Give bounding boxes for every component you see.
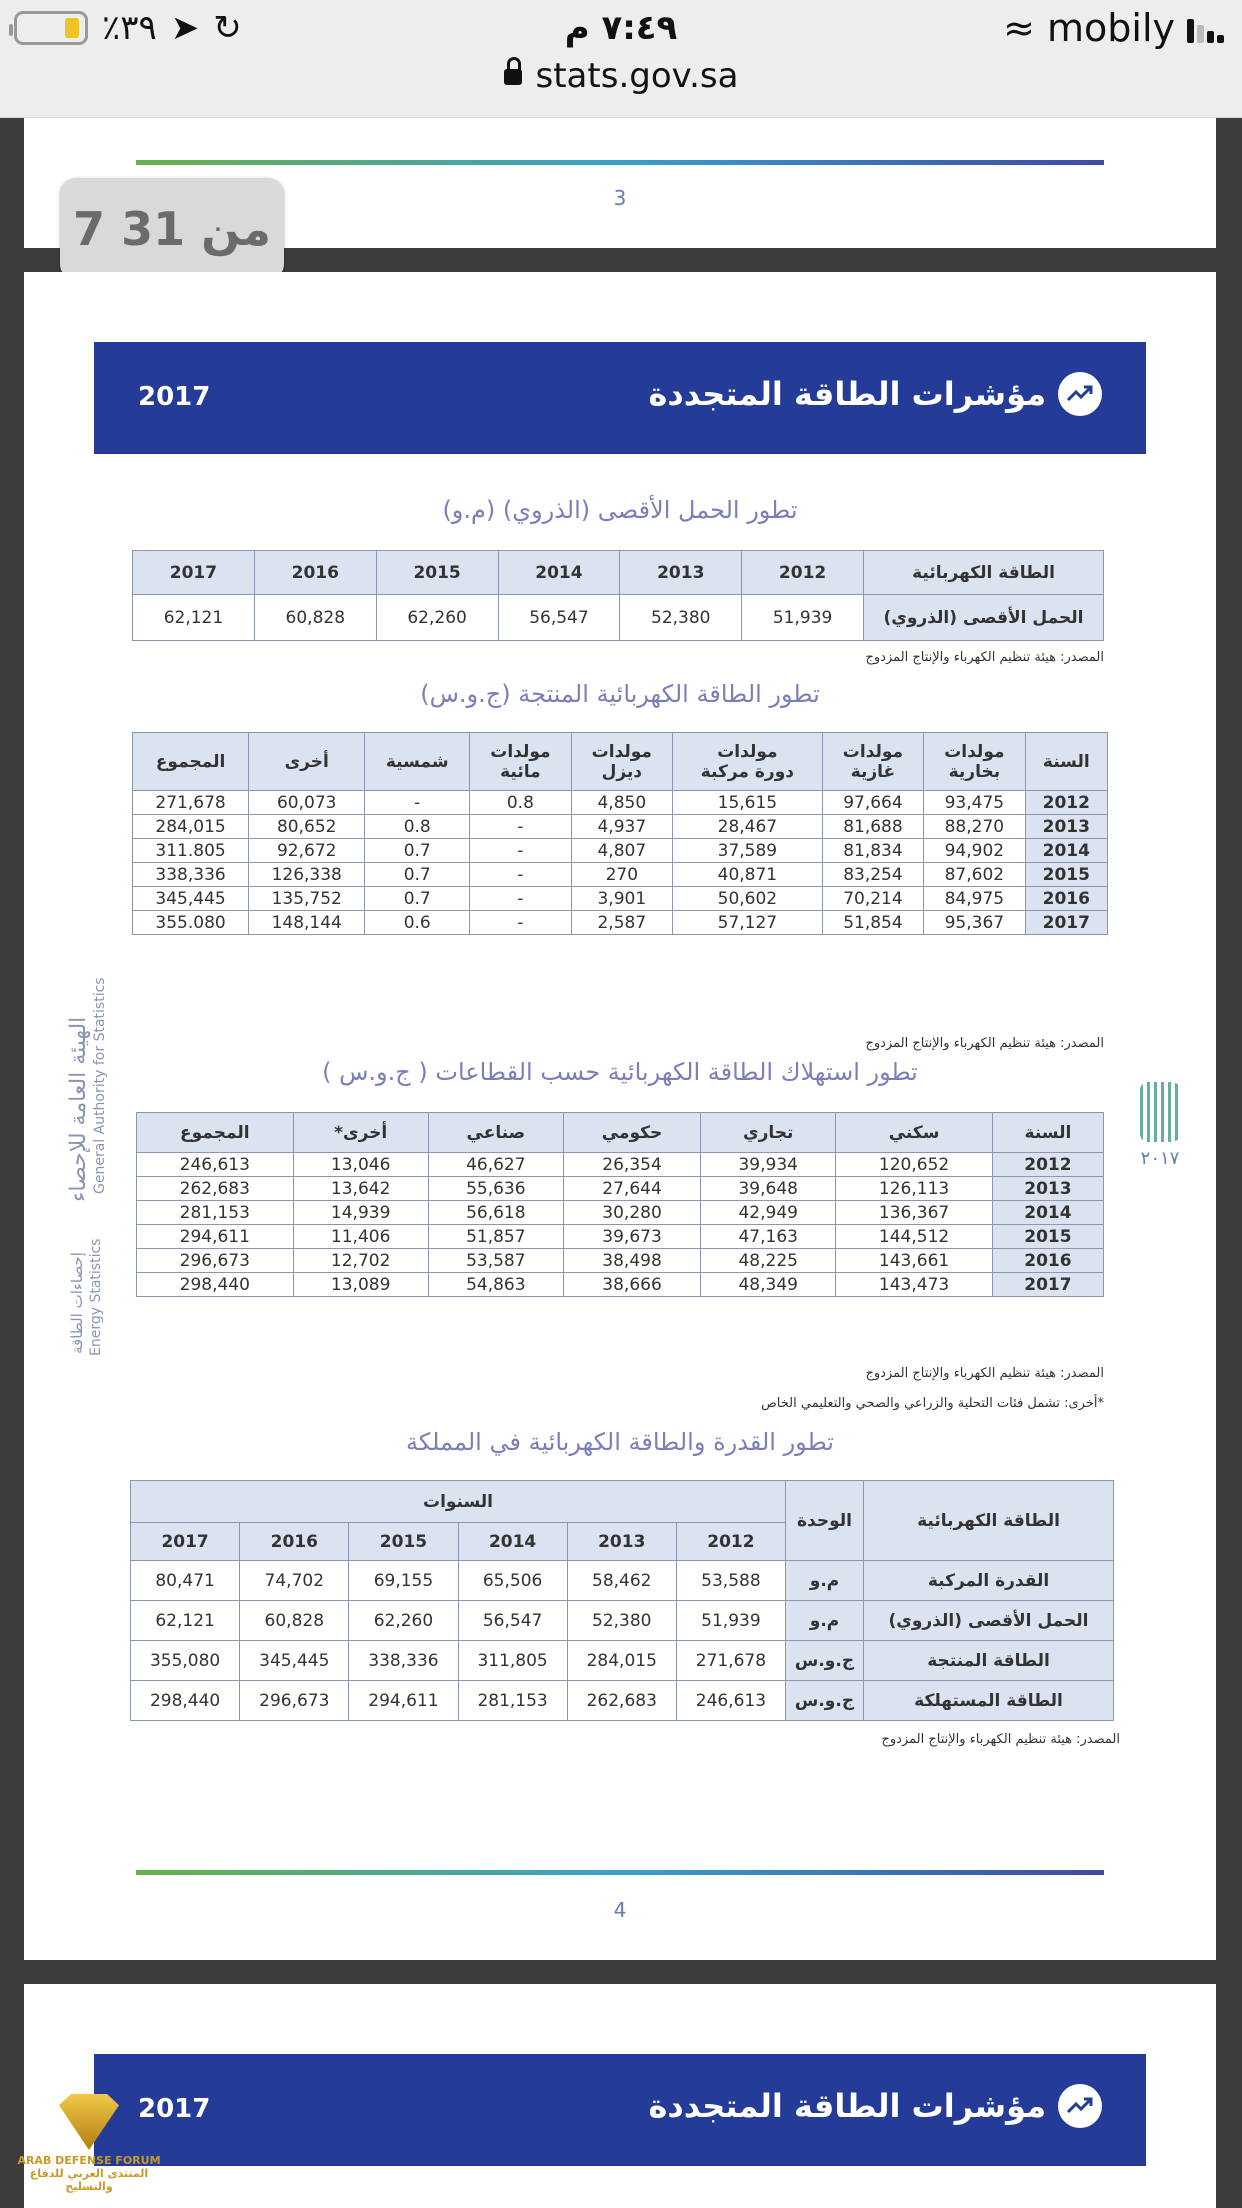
table-cell: 62,260 [376,595,498,641]
unit-cell: ج.و.س [786,1681,864,1721]
table-cell: 56,547 [498,595,620,641]
table-header: 2017 [131,1523,240,1561]
year-cell: 2015 [992,1225,1103,1249]
pdf-page-current [24,272,1216,1960]
table-cell: 62,121 [133,595,255,641]
table-header: 2012 [742,551,864,595]
table-header: 2016 [240,1523,349,1561]
table-cell: 55,636 [428,1177,563,1201]
unit-cell: ج.و.س [786,1641,864,1681]
table4-source: المصدر: هيئة تنظيم الكهرباء والإنتاج المزدوج [881,1732,1120,1747]
table-cell: 281,153 [137,1201,294,1225]
table2-title: تطور الطاقة الكهربائية المنتجة (ج.و.س) [420,680,820,708]
year-cell: 2013 [992,1177,1103,1201]
table-cell: 14,939 [293,1201,428,1225]
table-cell: 65,506 [458,1561,567,1601]
signal-icon [1187,13,1224,43]
table-cell: 144,512 [836,1225,993,1249]
forum-shield-icon [59,2094,119,2150]
year-cell: 2017 [992,1273,1103,1297]
table-cell: 0.7 [365,863,470,887]
table-cell: 148,144 [249,911,365,935]
table-row [137,1273,1104,1297]
table-cell: 296,673 [137,1249,294,1273]
table-row [133,815,1108,839]
table-cell: 74,702 [240,1561,349,1601]
table-cell: 246,613 [137,1153,294,1177]
table-cell: - [365,791,470,815]
table-cell: 311,805 [458,1641,567,1681]
table-cell: 83,254 [822,863,923,887]
year-cell: 2014 [992,1201,1103,1225]
table-cell: - [470,863,571,887]
header-line: شمسية [385,751,449,772]
table-cell: 87,602 [924,863,1025,887]
table-header: 2016 [254,551,376,595]
table3-title: تطور استهلاك الطاقة الكهربائية حسب القطاعات ( ج.و.س ) [322,1058,918,1086]
location-icon: ➤ [170,8,200,48]
table-row [133,911,1108,935]
table-cell: 13,046 [293,1153,428,1177]
table-cell: 338,336 [349,1641,458,1681]
table3-note: *أخرى: تشمل فئات التحلية والزراعي والصحي والتعليمي الخاص [761,1396,1104,1411]
table-cell: 38,666 [563,1273,700,1297]
table-cell: 46,627 [428,1153,563,1177]
table-cell: 120,652 [836,1153,993,1177]
table-header [470,733,571,791]
status-bar [0,0,1242,118]
table-cell: 56,618 [428,1201,563,1225]
table-header: المجموع [137,1113,294,1153]
row-label: الطاقة المستهلكة [864,1681,1114,1721]
table-cell: 4,937 [571,815,672,839]
table-cell: 60,073 [249,791,365,815]
table-cell: 126,113 [836,1177,993,1201]
table-cell: 298,440 [137,1273,294,1297]
table-cell: 296,673 [240,1681,349,1721]
production-table [132,732,1108,935]
side-stats-en: Energy Statistics [88,1238,104,1356]
year-cell: 2013 [1025,815,1107,839]
header-line: مائية [500,761,541,782]
table-header [365,733,470,791]
header-line: المجموع [155,751,226,772]
table-row [133,839,1108,863]
header-line: مولدات [591,741,652,762]
url-text: stats.gov.sa [535,56,739,96]
table-cell: 262,683 [137,1177,294,1201]
header-line: أخرى [284,751,329,772]
table-row [131,1561,1114,1601]
table-cell: 40,871 [673,863,823,887]
footer-gradient-line [136,1870,1104,1875]
table-header [1025,733,1107,791]
table-header: 2013 [567,1523,676,1561]
table-row [137,1225,1104,1249]
table-cell: 48,349 [701,1273,836,1297]
year-cell: 2016 [1025,887,1107,911]
table-cell: 0.7 [365,839,470,863]
peak-load-table [132,550,1104,641]
table3-source: المصدر: هيئة تنظيم الكهرباء والإنتاج المزدوج [865,1366,1104,1381]
table-cell: 60,828 [240,1601,349,1641]
table-header: تجاري [701,1113,836,1153]
clock: ٧:٤٩ م [564,8,678,48]
capacity-table [130,1480,1114,1721]
table-header: 2014 [498,551,620,595]
table1-source: المصدر: هيئة تنظيم الكهرباء والإنتاج المزدوج [865,650,1104,665]
forum-watermark [14,2094,164,2204]
table-cell: 48,225 [701,1249,836,1273]
year-cell: 2017 [1025,911,1107,935]
table-cell: 0.8 [470,791,571,815]
side-logo [1138,1082,1182,1169]
table-cell: 93,475 [924,791,1025,815]
table-header [673,733,823,791]
header-line: غازية [850,761,896,782]
table-cell: 62,121 [131,1601,240,1641]
vision-logo-icon [1140,1082,1180,1142]
table-cell: 94,902 [924,839,1025,863]
page-banner [94,2054,1146,2166]
table-cell: 95,367 [924,911,1025,935]
table-cell: 60,828 [254,595,376,641]
table-cell: 12,702 [293,1249,428,1273]
table-header [822,733,923,791]
table-cell: 3,901 [571,887,672,911]
table-header: حكومي [563,1113,700,1153]
table-cell: 281,153 [458,1681,567,1721]
table-cell: 15,615 [673,791,823,815]
banner-year: 2017 [138,2094,211,2124]
table-cell: 143,473 [836,1273,993,1297]
table-cell: 80,471 [131,1561,240,1601]
table-cell: 92,672 [249,839,365,863]
header-line: مولدات [842,741,904,762]
table-cell: 4,850 [571,791,672,815]
table-cell: 81,688 [822,815,923,839]
table-cell: 271,678 [676,1641,785,1681]
table-cell: 0.7 [365,887,470,911]
table-header [924,733,1025,791]
header-line: ديزل [601,761,643,782]
table-cell: 39,673 [563,1225,700,1249]
table-cell: 284,015 [133,815,249,839]
table-cell: 58,462 [567,1561,676,1601]
table-cell: 2,587 [571,911,672,935]
page-number: 3 [613,186,627,210]
header-line: السنة [1042,751,1090,772]
table-cell: 38,498 [563,1249,700,1273]
year-cell: 2012 [1025,791,1107,815]
forum-name-ar: المنتدى العربي للدفاع والتسليح [29,2167,149,2193]
table-cell: 80,652 [249,815,365,839]
side-stats-ar: إحصاءات الطاقة [68,1252,86,1354]
table-row [133,595,1104,641]
table-cell: 53,587 [428,1249,563,1273]
wifi-icon: ≈ [1003,6,1035,50]
table-cell: 88,270 [924,815,1025,839]
table-cell: 28,467 [673,815,823,839]
table-cell: 126,338 [249,863,365,887]
table-row [133,887,1108,911]
carrier-name: mobily [1047,6,1175,50]
table-row [133,863,1108,887]
table2-source: المصدر: هيئة تنظيم الكهرباء والإنتاج المزدوج [865,1036,1104,1051]
table-header: الطاقة الكهربائية [864,551,1104,595]
table-cell: 345,445 [133,887,249,911]
orientation-lock-icon: ↻ [213,8,242,48]
year-cell: 2014 [1025,839,1107,863]
table-cell: 246,613 [676,1681,785,1721]
page-number: 4 [613,1898,627,1922]
table-cell: 52,380 [567,1601,676,1641]
table-cell: 143,661 [836,1249,993,1273]
table-cell: 26,354 [563,1153,700,1177]
table-cell: 13,089 [293,1273,428,1297]
table-cell: 81,834 [822,839,923,863]
table-cell: 270 [571,863,672,887]
table-cell: 51,854 [822,911,923,935]
side-logo-year: ٢٠١٧ [1140,1148,1180,1169]
table-header: الوحدة [786,1481,864,1561]
table-cell: 47,163 [701,1225,836,1249]
table-cell: 51,857 [428,1225,563,1249]
banner-title-text: مؤشرات الطاقة المتجددة [648,375,1046,413]
table-cell: 135,752 [249,887,365,911]
table-cell: 39,648 [701,1177,836,1201]
footer-gradient-line [136,160,1104,165]
table-cell: 51,939 [676,1601,785,1641]
table-cell: 294,611 [137,1225,294,1249]
table-cell: 50,602 [673,887,823,911]
table-cell: - [470,815,571,839]
table-cell: 52,380 [620,595,742,641]
table-cell: 345,445 [240,1641,349,1681]
pdf-page-next [24,1984,1216,2208]
status-right [1003,6,1224,50]
year-cell: 2016 [992,1249,1103,1273]
table-cell: 62,260 [349,1601,458,1641]
header-line: دورة مركبة [700,761,794,782]
table-cell: 39,934 [701,1153,836,1177]
banner-title [648,2084,1102,2128]
table-header: 2017 [133,551,255,595]
battery-percent: ٪٣٩ [102,8,157,48]
table-cell: 42,949 [701,1201,836,1225]
table-header: 2015 [376,551,498,595]
table-cell: 30,280 [563,1201,700,1225]
year-cell: 2015 [1025,863,1107,887]
table-cell: - [470,839,571,863]
table-row [137,1153,1104,1177]
table-header: صناعي [428,1113,563,1153]
table-cell: - [470,911,571,935]
unit-cell: م.و [786,1561,864,1601]
table-cell: 136,367 [836,1201,993,1225]
table-cell: 37,589 [673,839,823,863]
table-cell: 53,588 [676,1561,785,1601]
banner-year: 2017 [138,382,211,412]
lock-icon [504,69,522,85]
table-header: السنة [992,1113,1103,1153]
table-cell: 54,863 [428,1273,563,1297]
table-header: 2015 [349,1523,458,1561]
table-cell: 294,611 [349,1681,458,1721]
table-cell: 27,644 [563,1177,700,1201]
table-cell: 0.8 [365,815,470,839]
year-cell: 2012 [992,1153,1103,1177]
table-cell: 284,015 [567,1641,676,1681]
banner-title-text: مؤشرات الطاقة المتجددة [648,2087,1046,2125]
table-header: الطاقة الكهربائية [864,1481,1114,1561]
table-row [133,791,1108,815]
table-header: 2012 [676,1523,785,1561]
table-cell: 13,642 [293,1177,428,1201]
page-banner [94,342,1146,454]
table-header: أخرى* [293,1113,428,1153]
table-cell: 11,406 [293,1225,428,1249]
side-authority-en: General Authority for Statistics [92,977,108,1194]
table-cell: 262,683 [567,1681,676,1721]
side-authority-ar: الهيئة العامة للإحصاء [66,1016,91,1202]
page-indicator: 7 من 31 [60,178,284,280]
table-header: 2013 [620,551,742,595]
table4-title: تطور القدرة والطاقة الكهربائية في المملكة [406,1428,834,1456]
table-header [249,733,365,791]
trend-icon [1058,2084,1102,2128]
table-header [133,733,249,791]
table-row [137,1249,1104,1273]
table-cell: 70,214 [822,887,923,911]
table-header: السنوات [131,1481,786,1523]
table-cell: 311.805 [133,839,249,863]
table-row [131,1681,1114,1721]
row-label: القدرة المركبة [864,1561,1114,1601]
table-cell: 69,155 [349,1561,458,1601]
table-cell: 97,664 [822,791,923,815]
table-header: سكني [836,1113,993,1153]
table-header: 2014 [458,1523,567,1561]
table-cell: 56,547 [458,1601,567,1641]
header-line: مولدات [944,741,1005,762]
table1-title: تطور الحمل الأقصى (الذروي) (م.و) [442,496,798,524]
table-cell: - [470,887,571,911]
table-cell: 338,336 [133,863,249,887]
header-line: مولدات [490,741,551,762]
unit-cell: م.و [786,1601,864,1641]
trend-icon [1058,372,1102,416]
table-cell: 84,975 [924,887,1025,911]
table-cell: 355.080 [133,911,249,935]
table-cell: 51,939 [742,595,864,641]
row-label: الحمل الأقصى (الذروي) [864,595,1104,641]
forum-name-en: ARAB DEFENSE FORUM [17,2154,161,2167]
table-cell: 57,127 [673,911,823,935]
address-bar[interactable] [0,56,1242,96]
row-label: الحمل الأقصى (الذروي) [864,1601,1114,1641]
table-row [131,1601,1114,1641]
table-cell: 355,080 [131,1641,240,1681]
table-row [137,1177,1104,1201]
table-header [571,733,672,791]
header-line: بخارية [948,761,1001,782]
banner-title [648,372,1102,416]
table-row [131,1641,1114,1681]
table-cell: 271,678 [133,791,249,815]
consumption-table [136,1112,1104,1297]
table-row [137,1201,1104,1225]
table-cell: 298,440 [131,1681,240,1721]
table-cell: 4,807 [571,839,672,863]
table-cell: 0.6 [365,911,470,935]
row-label: الطاقة المنتجة [864,1641,1114,1681]
header-line: مولدات [717,741,778,762]
